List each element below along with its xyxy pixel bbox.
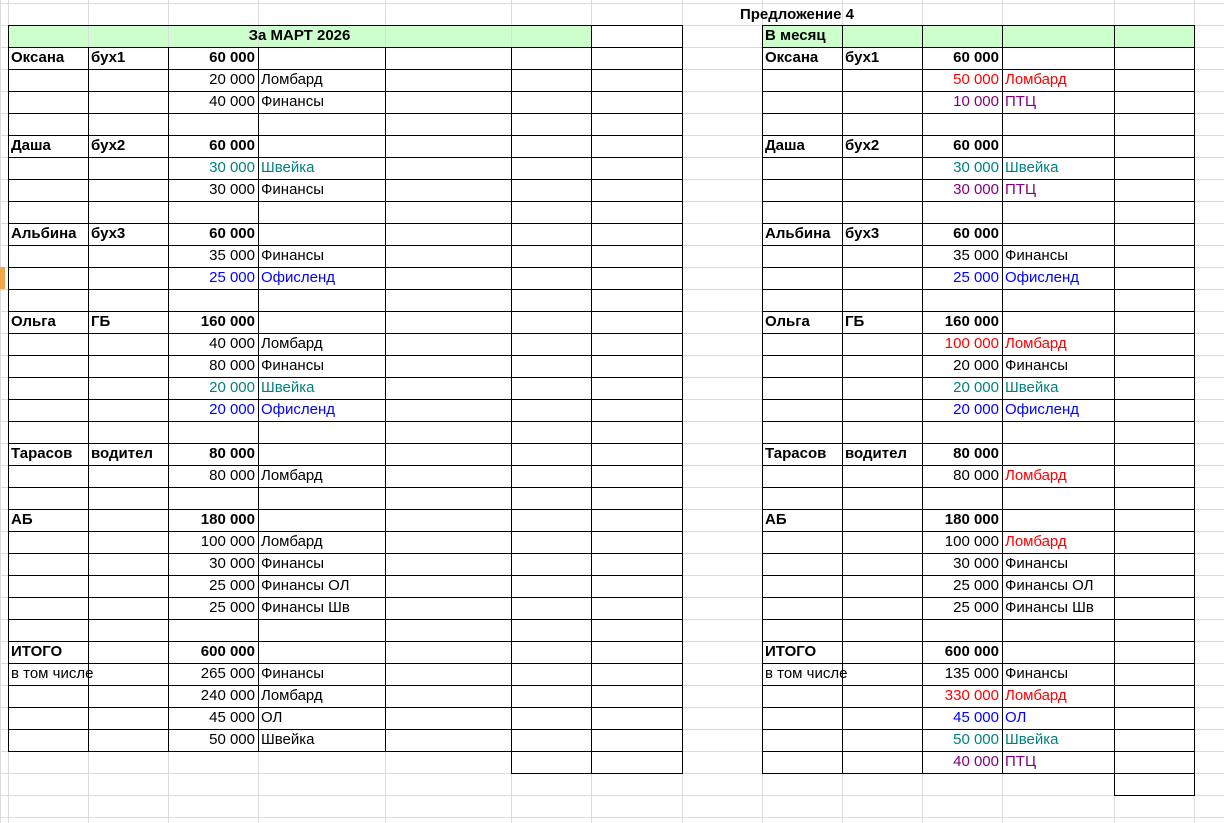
cell-border-h: [1114, 795, 1195, 796]
cell-border-v: [385, 47, 386, 752]
cell-border-v: [591, 47, 592, 752]
march-name-cell: Альбина: [11, 225, 77, 242]
cell-border-h: [8, 509, 683, 510]
cell-border-h: [8, 531, 683, 532]
monthly-amount-cell: 600 000: [944, 643, 999, 660]
monthly-amount-cell: 80 000: [953, 445, 999, 462]
monthly-amount-cell: 180 000: [944, 511, 999, 528]
cell-border-h: [8, 663, 683, 664]
monthly-name-cell: Оксана: [765, 49, 819, 66]
march-name-cell: АБ: [11, 511, 33, 528]
cell-border-h: [8, 685, 683, 686]
march-label-cell: Финансы: [261, 357, 324, 374]
cell-border-v: [591, 751, 592, 774]
march-amount-cell: 60 000: [209, 225, 255, 242]
monthly-name-cell: Ольга: [765, 313, 810, 330]
row-selection-indicator: [0, 267, 5, 289]
monthly-role-cell: водител: [845, 445, 907, 462]
march-label-cell: Финансы: [261, 247, 324, 264]
monthly-label-cell: Финансы: [1005, 247, 1068, 264]
cell-border-h: [8, 333, 683, 334]
cell-border-v: [922, 25, 923, 48]
cell-border-h: [8, 157, 683, 158]
march-label-cell: ОЛ: [261, 709, 283, 726]
monthly-label-cell: ПТЦ: [1005, 753, 1037, 770]
proposal-title: Предложение 4: [739, 6, 855, 23]
monthly-amount-cell: 80 000: [953, 467, 999, 484]
monthly-name-cell: ИТОГО: [765, 643, 817, 660]
monthly-label-cell: ОЛ: [1005, 709, 1027, 726]
march-amount-cell: 50 000: [209, 731, 255, 748]
cell-border-h: [8, 245, 683, 246]
march-amount-cell: 40 000: [209, 93, 255, 110]
march-label-cell: Финансы: [261, 665, 324, 682]
cell-border-h: [8, 377, 683, 378]
cell-border-h: [8, 619, 683, 620]
march-name-cell: в том числе: [11, 665, 94, 682]
monthly-amount-cell: 30 000: [953, 181, 999, 198]
monthly-label-cell: Швейка: [1005, 379, 1059, 396]
cell-border-h: [8, 751, 683, 752]
monthly-amount-cell: 60 000: [953, 137, 999, 154]
march-amount-cell: 180 000: [200, 511, 255, 528]
cell-border-h: [762, 289, 1195, 290]
cell-border-h: [8, 267, 683, 268]
cell-border-v: [682, 47, 683, 752]
cell-border-v: [591, 25, 592, 48]
march-amount-cell: 25 000: [209, 269, 255, 286]
cell-border-h: [762, 201, 1195, 202]
march-label-cell: Офисленд: [261, 269, 336, 286]
cell-border-h: [8, 289, 683, 290]
march-label-cell: Финансы Шв: [261, 599, 350, 616]
monthly-label-cell: Офисленд: [1005, 401, 1080, 418]
monthly-amount-cell: 50 000: [953, 731, 999, 748]
cell-border-h: [8, 421, 683, 422]
march-label-cell: Ломбард: [261, 71, 323, 88]
monthly-amount-cell: 100 000: [944, 533, 999, 550]
monthly-label-cell: Финансы: [1005, 555, 1068, 572]
march-amount-cell: 240 000: [200, 687, 255, 704]
march-role-cell: ГБ: [91, 313, 111, 330]
monthly-label-cell: Офисленд: [1005, 269, 1080, 286]
monthly-label-cell: Финансы ОЛ: [1005, 577, 1094, 594]
march-name-cell: Даша: [11, 137, 51, 154]
cell-border-v: [682, 25, 683, 48]
monthly-amount-cell: 30 000: [953, 159, 999, 176]
monthly-amount-cell: 25 000: [953, 269, 999, 286]
monthly-label-cell: Ломбард: [1005, 71, 1067, 88]
cell-border-h: [762, 421, 1195, 422]
cell-border-v: [1114, 773, 1115, 796]
march-amount-cell: 40 000: [209, 335, 255, 352]
cell-border-h: [8, 729, 683, 730]
monthly-amount-cell: 60 000: [953, 225, 999, 242]
cell-border-h: [8, 179, 683, 180]
monthly-label-cell: Финансы Шв: [1005, 599, 1094, 616]
march-label-cell: Ломбард: [261, 687, 323, 704]
march-amount-cell: 160 000: [200, 313, 255, 330]
cell-border-h: [8, 399, 683, 400]
monthly-amount-cell: 35 000: [953, 247, 999, 264]
cell-border-h: [8, 553, 683, 554]
monthly-label-cell: Швейка: [1005, 731, 1059, 748]
monthly-amount-cell: 330 000: [944, 687, 999, 704]
march-label-cell: Ломбард: [261, 467, 323, 484]
march-role-cell: бух1: [91, 49, 126, 66]
cell-border-v: [1194, 773, 1195, 796]
cell-border-h: [8, 707, 683, 708]
gridline-v: [0, 0, 1, 823]
march-amount-cell: 80 000: [209, 445, 255, 462]
cell-border-h: [8, 355, 683, 356]
march-amount-cell: 20 000: [209, 71, 255, 88]
cell-border-h: [8, 91, 683, 92]
cell-border-v: [511, 47, 512, 752]
cell-border-h: [8, 487, 683, 488]
march-role-cell: бух2: [91, 137, 126, 154]
march-label-cell: Финансы: [261, 555, 324, 572]
march-name-cell: Ольга: [11, 313, 56, 330]
march-label-cell: Финансы: [261, 181, 324, 198]
cell-border-v: [682, 751, 683, 774]
monthly-amount-cell: 10 000: [953, 93, 999, 110]
march-amount-cell: 25 000: [209, 577, 255, 594]
cell-border-h: [8, 641, 683, 642]
march-name-cell: Оксана: [11, 49, 65, 66]
march-amount-cell: 45 000: [209, 709, 255, 726]
march-label-cell: Офисленд: [261, 401, 336, 418]
cell-border-h: [8, 69, 683, 70]
monthly-name-cell: Тарасов: [765, 445, 827, 462]
monthly-amount-cell: 50 000: [953, 71, 999, 88]
monthly-name-cell: Даша: [765, 137, 805, 154]
march-amount-cell: 265 000: [200, 665, 255, 682]
month-header: За МАРТ 2026: [248, 27, 351, 44]
march-amount-cell: 30 000: [209, 181, 255, 198]
monthly-label-cell: Ломбард: [1005, 335, 1067, 352]
march-label-cell: Ломбард: [261, 533, 323, 550]
monthly-amount-cell: 30 000: [953, 555, 999, 572]
monthly-amount-cell: 20 000: [953, 357, 999, 374]
march-amount-cell: 600 000: [200, 643, 255, 660]
gridline-h: [0, 817, 1224, 818]
monthly-label-cell: Ломбард: [1005, 533, 1067, 550]
monthly-name-cell: Альбина: [765, 225, 831, 242]
monthly-amount-cell: 25 000: [953, 577, 999, 594]
cell-border-h: [762, 113, 1195, 114]
monthly-label-cell: ПТЦ: [1005, 93, 1037, 110]
march-amount-cell: 80 000: [209, 467, 255, 484]
cell-border-h: [762, 487, 1195, 488]
cell-border-v: [1114, 47, 1115, 774]
march-role-cell: бух3: [91, 225, 126, 242]
march-amount-cell: 60 000: [209, 49, 255, 66]
cell-border-v: [1194, 47, 1195, 774]
monthly-name-cell: АБ: [765, 511, 787, 528]
monthly-label-cell: ПТЦ: [1005, 181, 1037, 198]
monthly-role-cell: бух3: [845, 225, 880, 242]
cell-border-v: [1002, 25, 1003, 48]
march-label-cell: Швейка: [261, 159, 315, 176]
cell-border-v: [1194, 25, 1195, 48]
cell-border-h: [8, 113, 683, 114]
monthly-amount-cell: 100 000: [944, 335, 999, 352]
march-amount-cell: 20 000: [209, 401, 255, 418]
march-amount-cell: 25 000: [209, 599, 255, 616]
monthly-role-cell: ГБ: [845, 313, 865, 330]
cell-border-v: [1114, 25, 1115, 48]
monthly-amount-cell: 40 000: [953, 753, 999, 770]
march-name-cell: Тарасов: [11, 445, 73, 462]
monthly-role-cell: бух2: [845, 137, 880, 154]
march-amount-cell: 30 000: [209, 159, 255, 176]
cell-border-h: [511, 773, 683, 774]
monthly-label-cell: Финансы: [1005, 665, 1068, 682]
cell-border-h: [8, 201, 683, 202]
monthly-amount-cell: 135 000: [944, 665, 999, 682]
march-label-cell: Швейка: [261, 731, 315, 748]
monthly-label-cell: Финансы: [1005, 357, 1068, 374]
march-label-cell: Ломбард: [261, 335, 323, 352]
march-amount-cell: 100 000: [200, 533, 255, 550]
monthly-label-cell: Ломбард: [1005, 687, 1067, 704]
monthly-amount-cell: 60 000: [953, 49, 999, 66]
march-amount-cell: 20 000: [209, 379, 255, 396]
cell-border-h: [762, 773, 1195, 774]
march-amount-cell: 80 000: [209, 357, 255, 374]
monthly-name-cell: в том числе: [765, 665, 848, 682]
monthly-label-cell: Ломбард: [1005, 467, 1067, 484]
march-amount-cell: 35 000: [209, 247, 255, 264]
per-month-header: В месяц: [765, 27, 826, 44]
monthly-amount-cell: 25 000: [953, 599, 999, 616]
cell-border-h: [8, 465, 683, 466]
march-label-cell: Финансы ОЛ: [261, 577, 350, 594]
march-name-cell: ИТОГО: [11, 643, 63, 660]
march-amount-cell: 30 000: [209, 555, 255, 572]
march-role-cell: водител: [91, 445, 153, 462]
monthly-role-cell: бух1: [845, 49, 880, 66]
march-label-cell: Финансы: [261, 93, 324, 110]
gridline-h: [0, 795, 1224, 796]
monthly-amount-cell: 160 000: [944, 313, 999, 330]
march-amount-cell: 60 000: [209, 137, 255, 154]
gridline-h: [0, 3, 1224, 4]
monthly-amount-cell: 45 000: [953, 709, 999, 726]
monthly-amount-cell: 20 000: [953, 379, 999, 396]
march-label-cell: Швейка: [261, 379, 315, 396]
monthly-amount-cell: 20 000: [953, 401, 999, 418]
cell-border-v: [511, 751, 512, 774]
monthly-label-cell: Швейка: [1005, 159, 1059, 176]
cell-border-h: [762, 619, 1195, 620]
